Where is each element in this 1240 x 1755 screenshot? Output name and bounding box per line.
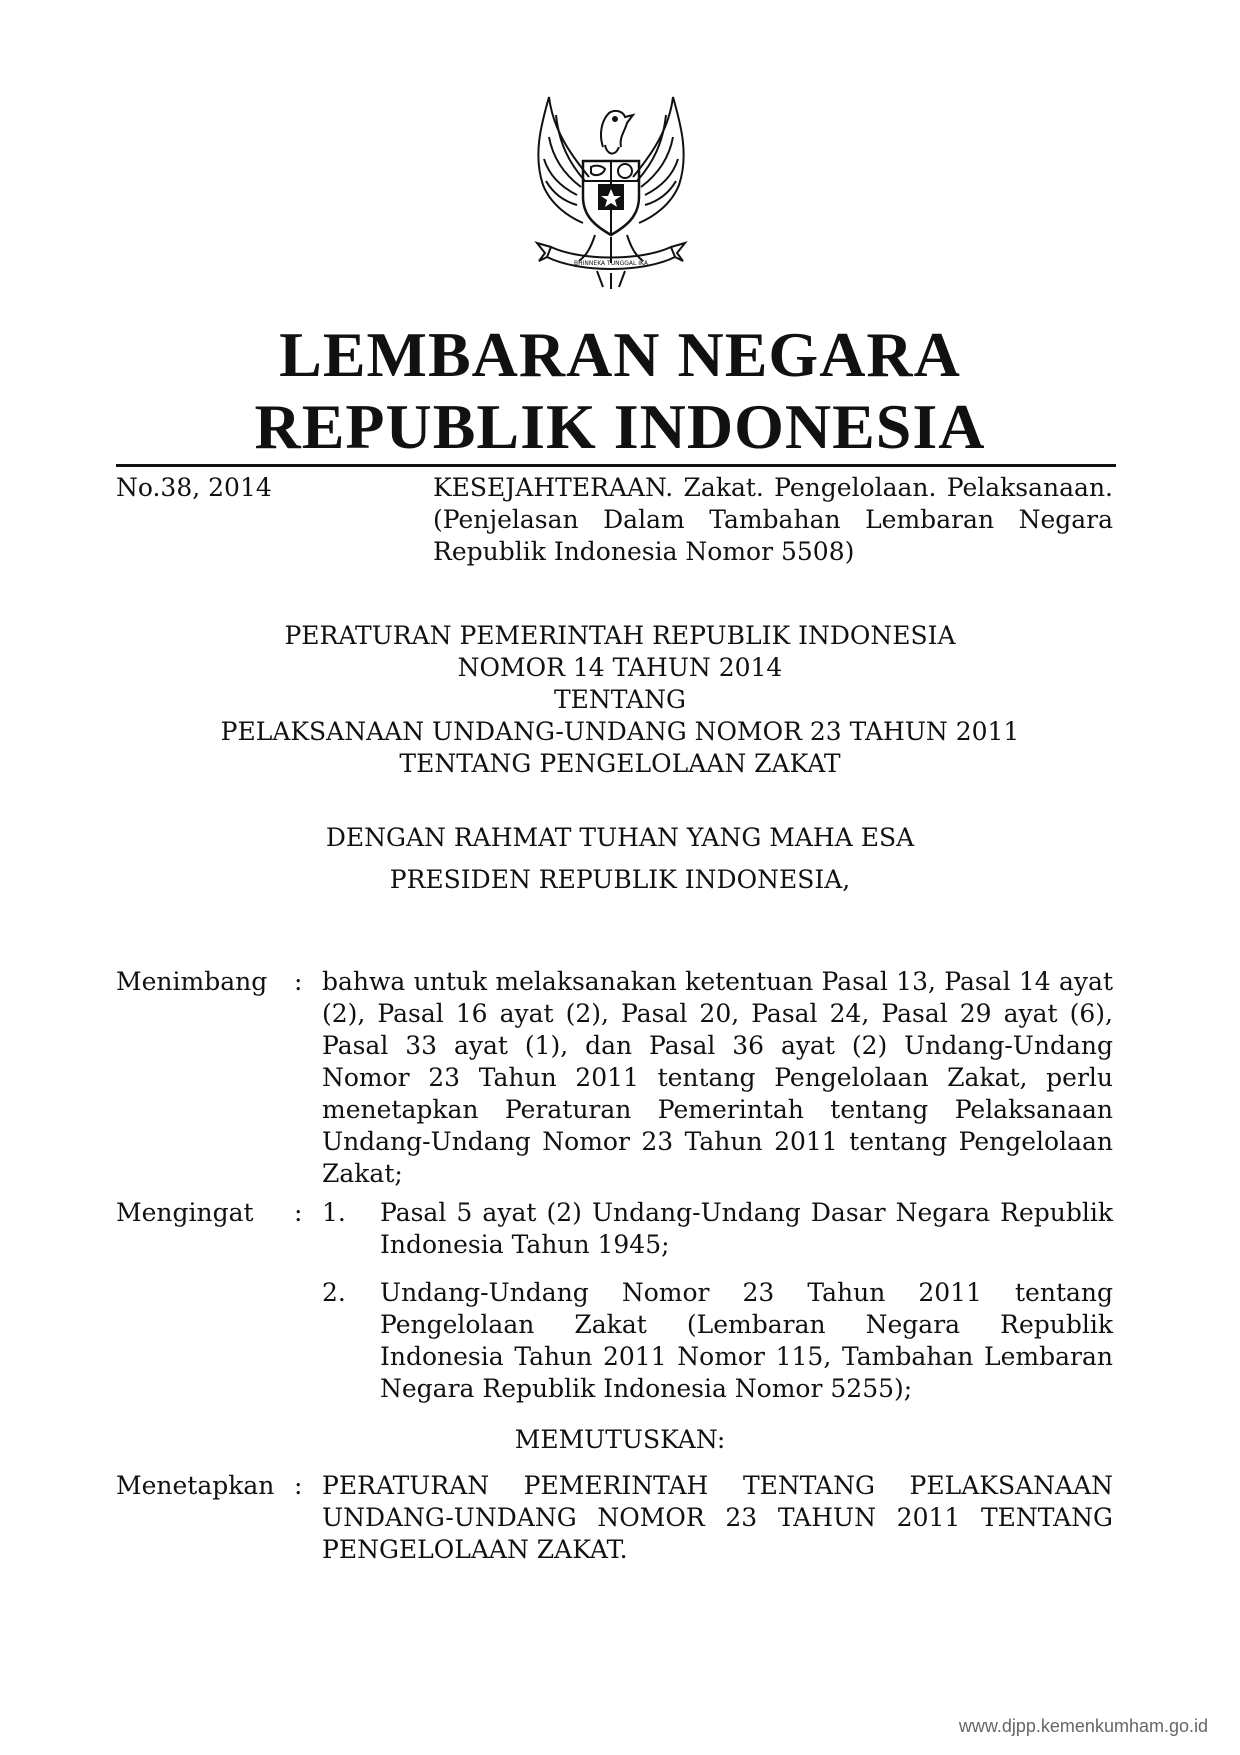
- masthead-subtitle: REPUBLIK INDONESIA: [254, 391, 986, 462]
- gazette-number: No.38, 2014: [116, 473, 272, 502]
- preamble: [0, 822, 1240, 896]
- mengingat-item-text: Undang-Undang Nomor 23 Tahun 2011 tentang Pengelolaan Zakat (Lembaran Negara Republik Indonesia Tahun 2011 Nomor 115, Tambahan Lembaran Negara Republik Indonesia Nomor 5255);: [380, 1278, 1113, 1403]
- mengingat-item-text: Pasal 5 ayat (2) Undang-Undang Dasar Negara Republik Indonesia Tahun 1945;: [380, 1198, 1113, 1259]
- masthead-rule: [116, 464, 1116, 467]
- preamble-line2: PRESIDEN REPUBLIK INDONESIA,: [389, 865, 851, 894]
- mengingat-item-number: 1.: [322, 1198, 346, 1227]
- preamble-line1: DENGAN RAHMAT TUHAN YANG MAHA ESA: [325, 823, 915, 852]
- regulation-tentang: TENTANG: [553, 685, 686, 714]
- masthead-title: LEMBARAN NEGARA: [279, 319, 961, 390]
- regulation-title: PERATURAN PEMERINTAH REPUBLIK INDONESIA: [284, 621, 956, 650]
- regulation-subject-line1: PELAKSANAAN UNDANG-UNDANG NOMOR 23 TAHUN 2011: [220, 717, 1020, 746]
- gazette-subject: KESEJAHTERAAN. Zakat. Pengelolaan. Pelaksanaan. (Penjelasan Dalam Tambahan Lembaran Negara Republik Indonesia Nomor 5508): [433, 473, 1113, 566]
- emblem-motto: BHINNEKA TUNGGAL IKA: [574, 260, 648, 267]
- mengingat-colon: :: [294, 1198, 303, 1227]
- menimbang-label: Menimbang: [116, 967, 268, 996]
- menetapkan-label: Menetapkan: [116, 1471, 275, 1500]
- mengingat-label: Mengingat: [116, 1198, 254, 1227]
- menimbang-text: bahwa untuk melaksanakan ketentuan Pasal 13, Pasal 14 ayat (2), Pasal 16 ayat (2), Pasal 20, Pasal 24, Pasal 29 ayat (6), Pasal 33 ayat (1), dan Pasal 36 ayat (2) Undang-Undang Nomor 23 Tahun 2011 tentang Pengelolaan Zakat, perlu menetapkan Peraturan Pemerintah tentang Pelaksanaan Undang-Undang Nomor 23 Tahun 2011 tentang Pengelolaan Zakat;: [322, 967, 1113, 1188]
- menimbang-colon: :: [294, 967, 303, 996]
- regulation-header: [0, 620, 1240, 780]
- mengingat-item-number: 2.: [322, 1278, 346, 1307]
- memutuskan-heading: MEMUTUSKAN:: [514, 1425, 726, 1454]
- menetapkan-colon: :: [294, 1471, 303, 1500]
- footer-url: www.djpp.kemenkumham.go.id: [958, 1716, 1208, 1736]
- garuda-emblem-icon: [511, 85, 711, 297]
- regulation-subject-line2: TENTANG PENGELOLAAN ZAKAT: [399, 749, 841, 778]
- regulation-number: NOMOR 14 TAHUN 2014: [457, 653, 783, 682]
- menetapkan-text: PERATURAN PEMERINTAH TENTANG PELAKSANAAN UNDANG-UNDANG NOMOR 23 TAHUN 2011 TENTANG PENGELOLAAN ZAKAT.: [322, 1471, 1113, 1564]
